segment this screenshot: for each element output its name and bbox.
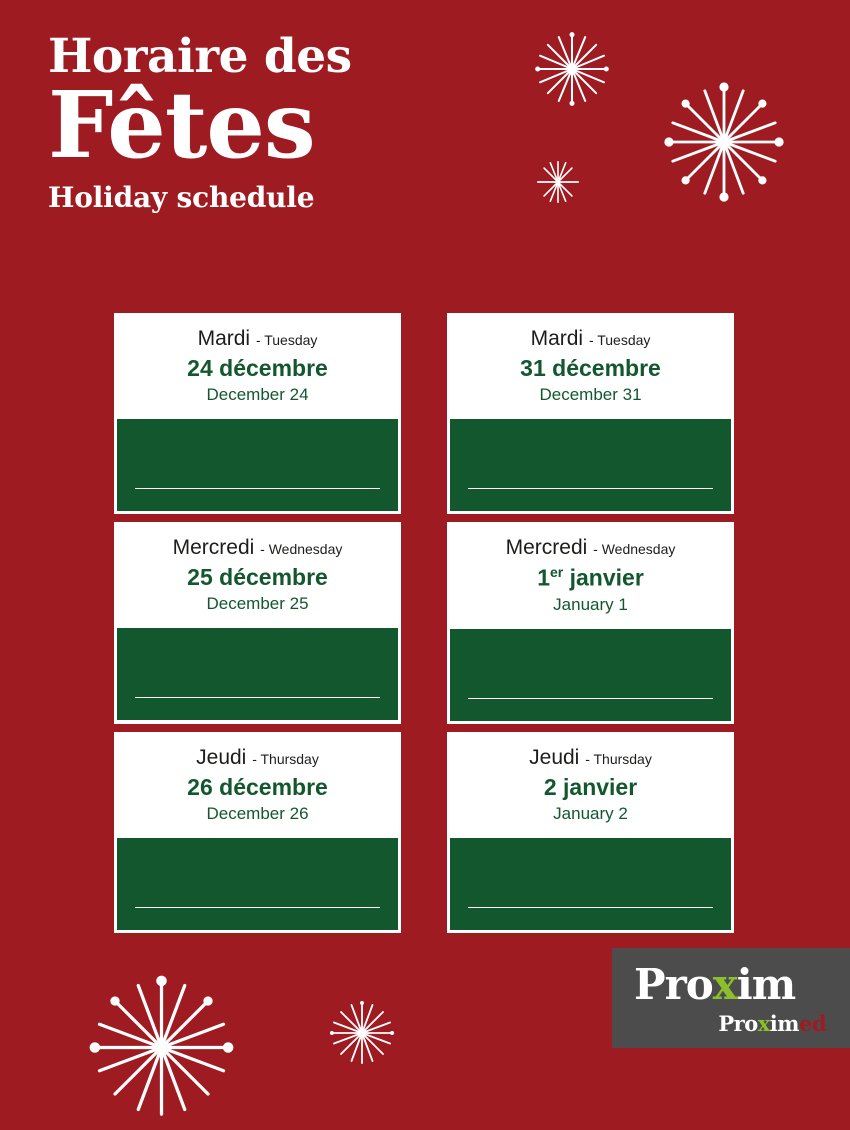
day-label-fr: Mercredi — [172, 536, 255, 560]
date-number-fr: 1 — [537, 564, 550, 591]
date-text-fr: 25 décembre — [187, 564, 328, 591]
date-month-fr: janvier — [563, 564, 644, 591]
brand-name — [634, 960, 795, 1009]
snowflake-icon — [84, 970, 239, 1130]
brand-name-part1: Pro — [634, 960, 713, 1009]
day-label-en: - Thursday — [252, 750, 319, 767]
day-line — [458, 535, 723, 561]
day-label-fr: Jeudi — [529, 745, 580, 769]
write-line — [468, 907, 713, 908]
date-text-fr: 26 décembre — [187, 774, 328, 801]
date-label-fr — [125, 563, 390, 593]
poster-subtitle: Holiday schedule — [48, 180, 315, 214]
day-label-fr: Jeudi — [196, 745, 247, 769]
card-header — [450, 316, 731, 419]
date-label-fr — [458, 563, 723, 594]
write-line — [135, 907, 380, 908]
brand-sub-part2: im — [769, 1011, 799, 1036]
date-label-en: January 1 — [553, 594, 628, 614]
day-line — [125, 535, 390, 561]
brand-logo — [612, 948, 850, 1048]
brand-x-icon: x — [712, 960, 737, 1009]
schedule-card-grid — [114, 313, 736, 933]
day-label-en: - Tuesday — [588, 332, 651, 348]
brand-sub-name — [718, 1011, 826, 1036]
date-label-en: December 25 — [206, 594, 309, 614]
write-line — [468, 488, 713, 489]
schedule-card — [114, 732, 401, 933]
date-label-en: December 31 — [539, 385, 642, 405]
card-write-area[interactable] — [117, 838, 398, 930]
card-header — [117, 735, 398, 838]
day-label-en: - Tuesday — [255, 332, 318, 348]
date-label-fr — [125, 354, 390, 384]
day-line — [458, 326, 723, 352]
date-text-fr: 2 janvier — [543, 774, 638, 801]
card-write-area[interactable] — [117, 419, 398, 511]
card-header — [117, 525, 398, 628]
date-label-en: December 24 — [206, 385, 309, 405]
day-line — [125, 745, 390, 771]
write-line — [135, 488, 380, 489]
date-text-fr: 24 décembre — [187, 355, 328, 382]
day-label-fr: Mardi — [197, 327, 251, 350]
day-line — [458, 745, 723, 771]
snowflake-icon — [327, 998, 397, 1073]
schedule-card — [114, 522, 401, 724]
day-line — [125, 326, 390, 352]
card-header — [117, 316, 398, 419]
card-header — [450, 525, 731, 629]
day-label-fr: Mardi — [530, 327, 584, 350]
write-line — [468, 698, 713, 699]
day-label-fr: Mercredi — [505, 536, 588, 560]
card-write-area[interactable] — [450, 629, 731, 721]
date-ordinal-suffix: er — [550, 564, 564, 581]
poster-header — [48, 29, 352, 214]
snowflake-icon — [533, 30, 611, 113]
brand-sub-x-icon: x — [757, 1011, 770, 1036]
date-text-fr: 31 décembre — [520, 355, 661, 382]
card-header — [450, 735, 731, 838]
card-write-area[interactable] — [450, 838, 731, 930]
date-label-fr — [458, 773, 723, 803]
brand-sub-part1: Pro — [718, 1011, 758, 1036]
card-write-area[interactable] — [117, 628, 398, 720]
day-label-en: - Wednesday — [260, 541, 343, 558]
schedule-card — [447, 522, 734, 724]
day-label-en: - Thursday — [585, 750, 652, 767]
date-label-fr — [458, 354, 723, 384]
schedule-card — [447, 313, 734, 514]
snowflake-icon — [660, 78, 788, 211]
date-label-en: December 26 — [206, 803, 309, 823]
brand-name-part2: im — [736, 960, 796, 1009]
snowflake-icon — [534, 158, 582, 211]
title-line-2: Fêtes — [48, 70, 315, 179]
schedule-card — [114, 313, 401, 514]
date-label-en: January 2 — [553, 803, 628, 823]
write-line — [135, 697, 380, 698]
card-write-area[interactable] — [450, 419, 731, 511]
schedule-card — [447, 732, 734, 933]
title-line-1: Horaire des — [48, 29, 352, 84]
brand-sub-part3: ed — [798, 1011, 826, 1036]
day-label-en: - Wednesday — [593, 541, 676, 558]
date-label-fr — [125, 773, 390, 803]
